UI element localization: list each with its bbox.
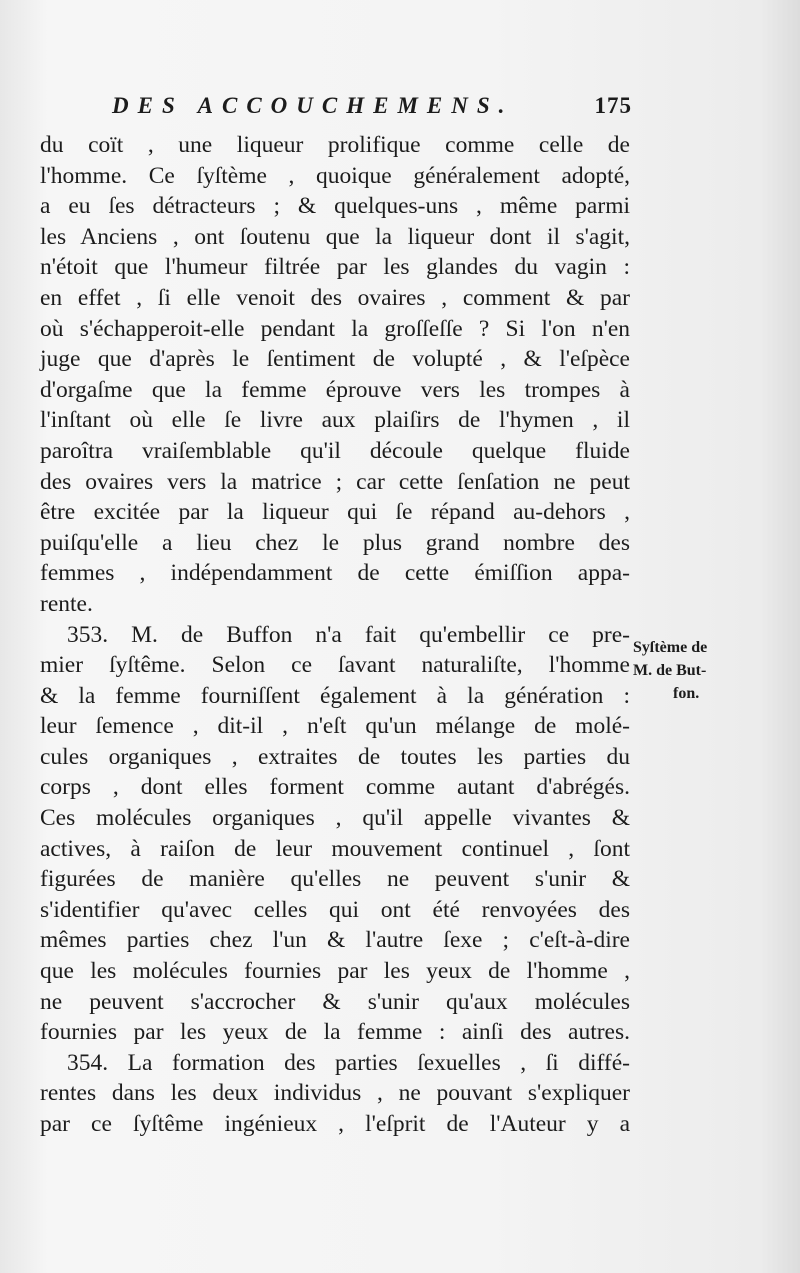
- body-text: [40, 130, 630, 1140]
- text-line: femmes , indépendamment de cette émiſſion appa-: [40, 560, 630, 587]
- text-line: du coït , une liqueur prolifique comme celle de: [40, 132, 630, 158]
- text-line: juge que d'après le ſentiment de volupté , & l'eſpèce: [40, 346, 630, 373]
- text-line: Ces molécules organiques , qu'il appelle vivantes &: [40, 805, 630, 832]
- text-line: s'identifier qu'avec celles qui ont été renvoyées des: [40, 896, 630, 923]
- paragraph-353-first-line: 353. M. de Buffon n'a fait qu'embellir ce pre-: [67, 621, 630, 648]
- margin-note-line: Syſtème de: [633, 639, 708, 656]
- text-line: mier ſyſtême. Selon ce ſavant naturaliſte, l'homme: [40, 652, 630, 679]
- text-line: & la femme fourniſſent également à la génération :: [40, 682, 630, 709]
- text-line: ne peuvent s'accrocher & s'unir qu'aux molécules: [40, 988, 630, 1015]
- text-line: les Anciens , ont ſoutenu que la liqueur dont il s'agit,: [40, 223, 630, 250]
- running-head-title: DES ACCOUCHEMENS.: [112, 93, 514, 118]
- text-line: rente.: [40, 590, 93, 617]
- margin-note: [633, 636, 798, 705]
- text-line: leur ſemence , dit-il , n'eſt qu'un mélange de molé-: [40, 713, 630, 740]
- page-number: 175: [594, 93, 632, 118]
- text-line: corps , dont elles forment comme autant d'abrégés.: [40, 774, 630, 801]
- text-line: a eu ſes détracteurs ; & quelques-uns , même parmi: [40, 193, 630, 220]
- running-head: [112, 93, 632, 125]
- paragraph-354-first-line: 354. La formation des parties ſexuelles , ſi diffé-: [67, 1049, 630, 1076]
- margin-note-line: M. de But-: [633, 662, 707, 679]
- text-line: rentes dans les deux individus , ne pouvant s'expliquer: [40, 1080, 630, 1107]
- text-line: figurées de manière qu'elles ne peuvent s'unir &: [40, 866, 630, 893]
- text-line: l'inſtant où elle ſe livre aux plaiſirs de l'hymen , il: [40, 407, 630, 434]
- text-line: puiſqu'elle a lieu chez le plus grand nombre des: [40, 529, 630, 556]
- text-line: mêmes parties chez l'un & l'autre ſexe ; c'eſt-à-dire: [40, 927, 630, 954]
- margin-note-line: fon.: [673, 685, 700, 702]
- text-line: d'orgaſme que la femme éprouve vers les trompes à: [40, 376, 630, 403]
- text-line: des ovaires vers la matrice ; car cette ſenſation ne peut: [40, 468, 630, 495]
- text-line: l'homme. Ce ſyſtème , quoique généralement adopté,: [40, 162, 630, 189]
- text-line: cules organiques , extraites de toutes les parties du: [40, 743, 630, 770]
- text-line: actives, à raiſon de leur mouvement continuel , ſont: [40, 835, 630, 862]
- text-line: que les molécules fournies par les yeux de l'homme ,: [40, 958, 630, 985]
- text-line: par ce ſyſtême ingénieux , l'eſprit de l'Auteur y a: [40, 1111, 630, 1137]
- text-line: n'étoit que l'humeur filtrée par les glandes du vagin :: [40, 254, 630, 281]
- text-line: en effet , ſi elle venoit des ovaires , comment & par: [40, 284, 630, 311]
- text-line: paroîtra vraiſemblable qu'il découle quelque fluide: [40, 437, 630, 464]
- text-line: où s'échapperoit-elle pendant la groſſeſſe ? Si l'on n'en: [40, 315, 630, 342]
- text-line: fournies par les yeux de la femme : ainſi des autres.: [40, 1019, 630, 1046]
- text-line: être excitée par la liqueur qui ſe répand au-dehors ,: [40, 499, 630, 526]
